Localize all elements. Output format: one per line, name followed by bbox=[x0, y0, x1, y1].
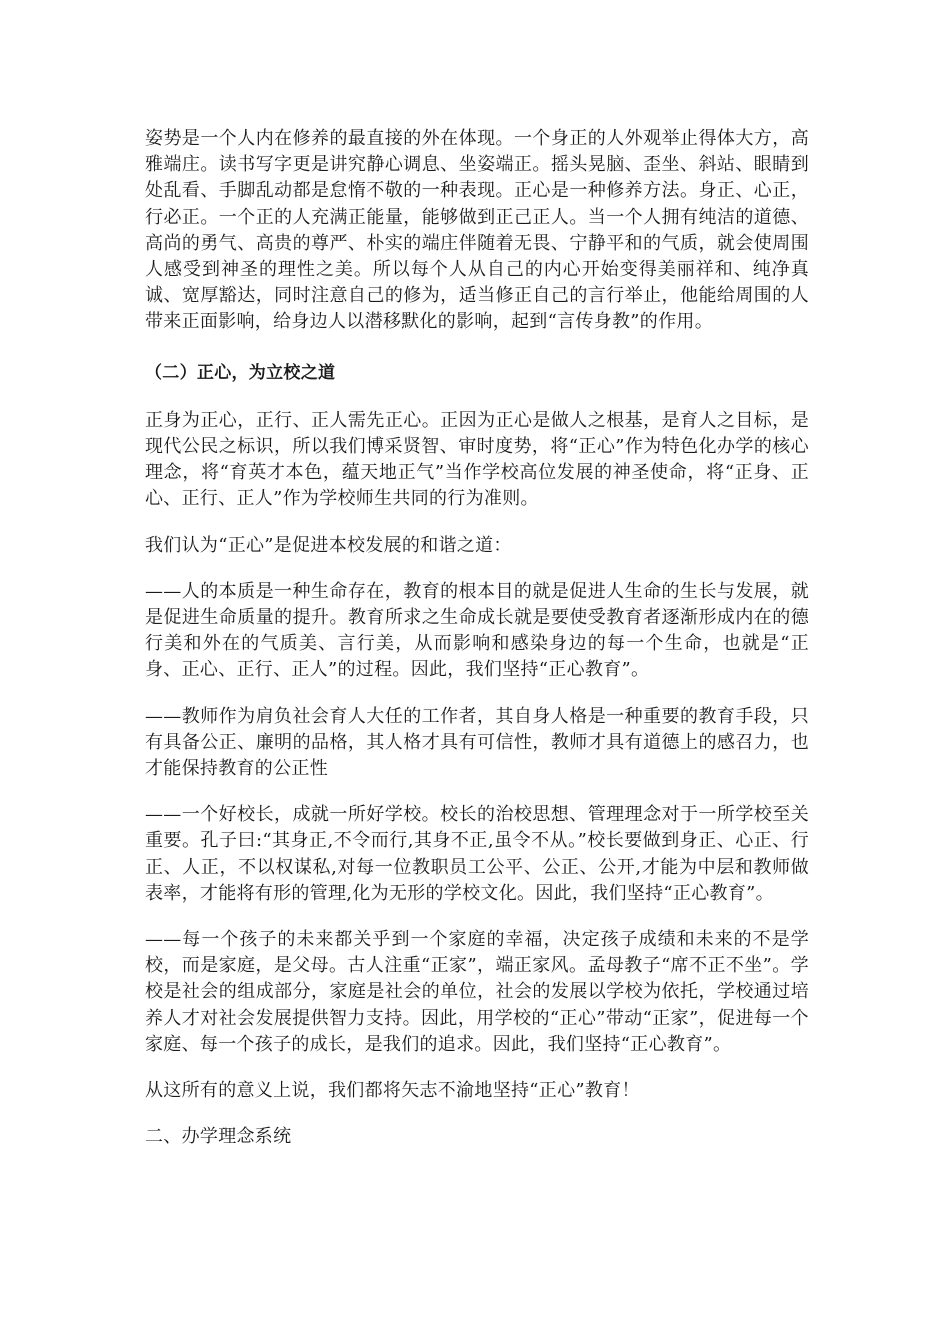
belief-paragraph: 我们认为“正心”是促进本校发展的和谐之道： bbox=[145, 534, 512, 556]
section-title: 二、办学理念系统 bbox=[145, 1126, 292, 1148]
document-page bbox=[145, 126, 809, 1151]
subsection-heading: （二）正心，为立校之道 bbox=[145, 362, 336, 383]
teacher-paragraph: ——教师作为肩负社会育人大任的工作者，其自身人格是一种重要的教育手段，只有具备公正、廉明的品格，其人格才具有可信性，教师才具有道德上的感召力，也才能保持教育的公正性 bbox=[145, 705, 809, 780]
mission-paragraph: 正身为正心，正行、正人需先正心。正因为正心是做人之根基，是育人之目标，是现代公民之标识，所以我们博采贤智、审时度势，将“正心”作为特色化办学的核心理念，将“育英才本色，蕴天地正气”当作学校高位发展的神圣使命，将“正身、正心、正行、正人”作为学校师生共同的行为准则。 bbox=[145, 409, 809, 510]
life-paragraph: ——人的本质是一种生命存在，教育的根本目的就是促进人生命的生长与发展，就是促进生命质量的提升。教育所求之生命成长就是要使受教育者逐渐形成内在的德行美和外在的气质美、言行美，从而影响和感染身边的每一个生命，也就是“正身、正心、正行、正人”的过程。因此，我们坚持“正心教育”。 bbox=[145, 580, 809, 681]
intro-paragraph: 姿势是一个人内在修养的最直接的外在体现。一个身正的人外观举止得体大方，高雅端庄。读书写字更是讲究静心调息、坐姿端正。摇头晃脑、歪坐、斜站、眼睛到处乱看、手脚乱动都是怠惰不敬的一种表现。正心是一种修养方法。身正、心正，行必正。一个正的人充满正能量，能够做到正己正人。当一个人拥有纯洁的道德、高尚的勇气、高贵的尊严、朴实的端庄伴随着无畏、宁静平和的气质，就会使周围人感受到神圣的理性之美。所以每个人从自己的内心开始变得美丽祥和、纯净真诚、宽厚豁达，同时注意自己的修为，适当修正自己的言行举止，他能给周围的人带来正面影响，给身边人以潜移默化的影响，起到“言传身教”的作用。 bbox=[145, 128, 809, 333]
conclusion-paragraph: 从这所有的意义上说，我们都将矢志不渝地坚持“正心”教育！ bbox=[145, 1080, 640, 1102]
family-paragraph: ——每一个孩子的未来都关乎到一个家庭的幸福，决定孩子成绩和未来的不是学校，而是家庭，是父母。古人注重“正家”，端正家风。孟母教子“席不正不坐”。学校是社会的组成部分，家庭是社会的单位，社会的发展以学校为依托，学校通过培养人才对社会发展提供智力支持。因此，用学校的“正心”带动“正家”，促进每一个家庭、每一个孩子的成长，是我们的追求。因此，我们坚持“正心教育”。 bbox=[145, 929, 809, 1055]
principal-paragraph: ——一个好校长，成就一所好学校。校长的治校思想、管理理念对于一所学校至关重要。孔子曰:“其身正,不令而行,其身不正,虽令不从。”校长要做到身正、心正、行正、人正，不以权谋私,对每一位教职员工公平、公正、公开,才能为中层和教师做表率，才能将有形的管理,化为无形的学校文化。因此，我们坚持“正心教育”。 bbox=[145, 804, 809, 904]
